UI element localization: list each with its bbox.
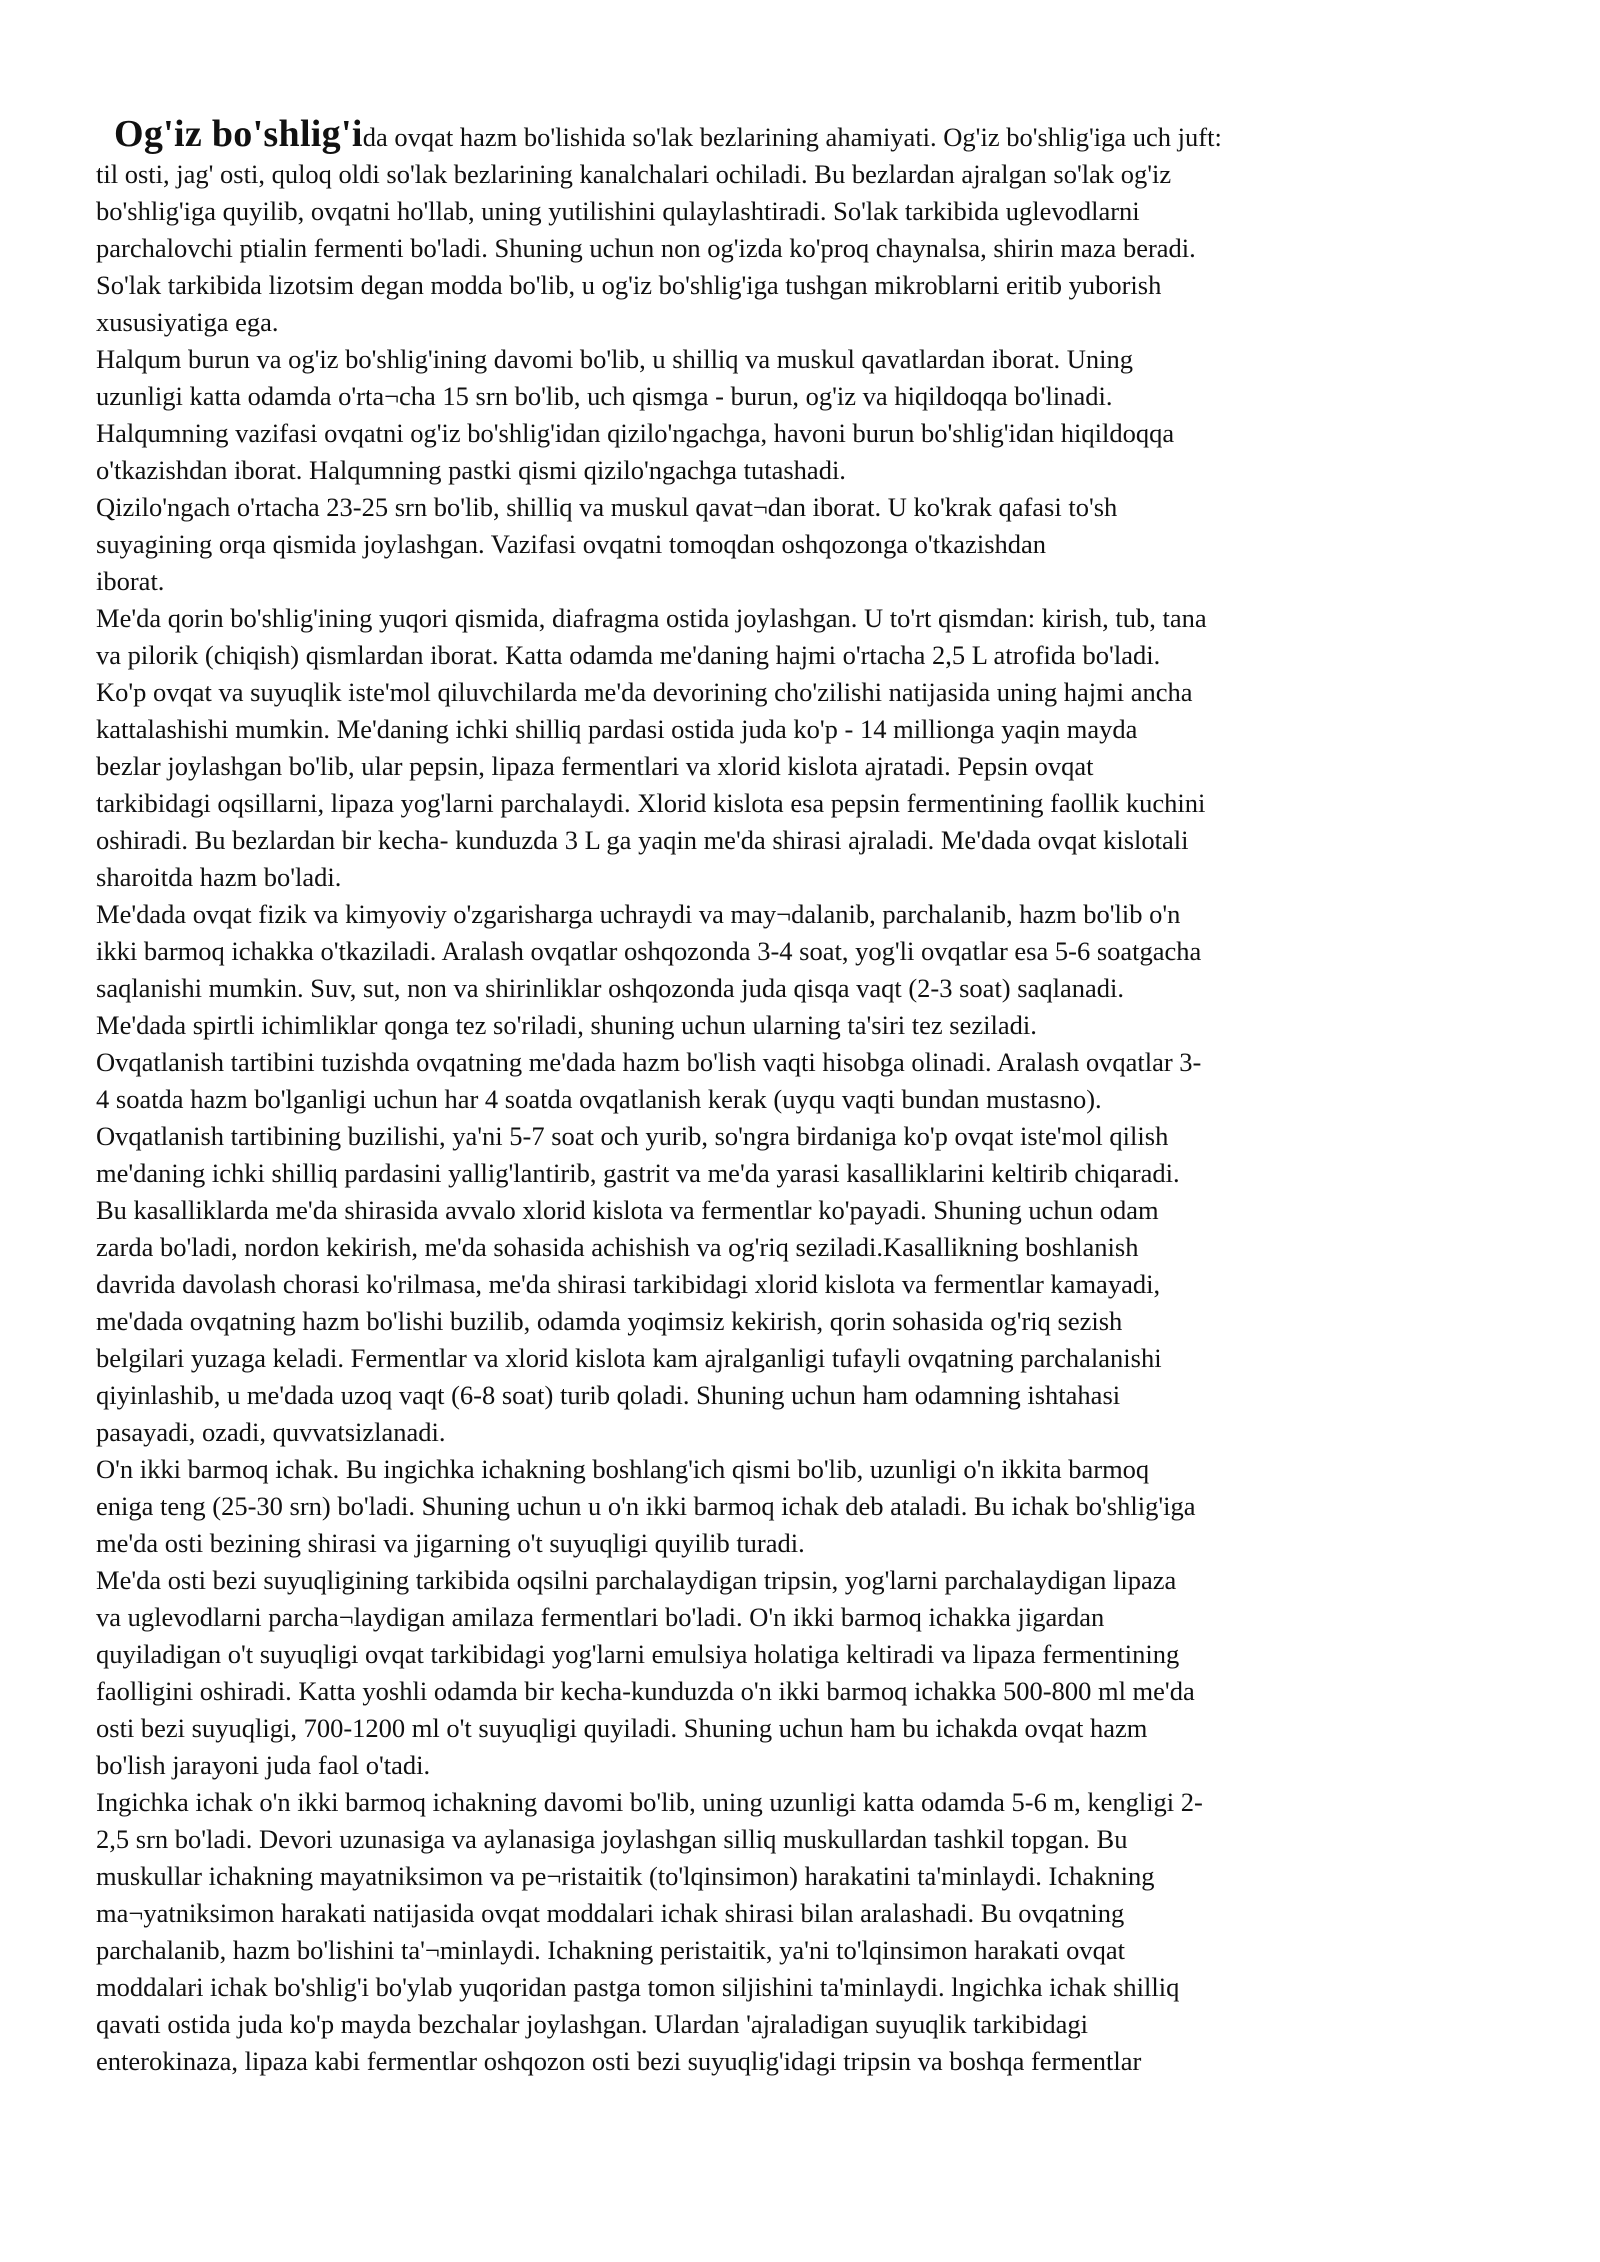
paragraph-halqum: Halqum burun va og'iz bo'shlig'ining davomi bo'lib, u shilliq va muskul qavatlardan iborat. Uning uzunligi katta odamda o'rta¬cha 15 srn bo'lib, uch qismga - burun, og'iz va hiqildoqqa bo'linadi. Halqumning vazifasi ovqatni og'iz bo'shlig'idan qizilo'ngachga, havoni burun bo'shlig'idan hiqildoqqa o'tkazishdan iborat. Halqumning pastki qismi qizilo'ngachga tutashadi.	[96, 344, 1175, 485]
paragraph-ingichka-ichak: Ingichka ichak o'n ikki barmoq ichakning davomi bo'lib, uning uzunligi katta odamda 5-6 m, kengligi 2- 2,5 srn bo'ladi. Devori uzunasiga va aylanasiga joylashgan silliq muskullardan tashkil topgan. Bu muskullar ichakning mayatniksimon va pe¬ristaitik (to'lqinsimon) harakatini ta'minlaydi. Ichakning ma¬yatniksimon harakati natijasida ovqat moddalari ichak shirasi bilan aralashadi. Bu ovqatning parchalanib, hazm bo'lishini ta'¬minlaydi. Ichakning peristaitik, ya'ni to'lqinsimon harakati ovqat moddalari ichak bo'shlig'i bo'ylab yuqoridan pastga tomon siljishini ta'minlaydi. lngichka ichak shilliq qavati ostida juda ko'p mayda bezchalar joylashgan. Ulardan 'ajraladigan suyuqlik tarkibidagi enterokinaza, lipaza kabi fermentlar oshqozon osti bezi suyuqlig'idagi tripsin va boshqa fermentlar	[96, 1787, 1203, 2076]
paragraph-meda-osti-bezi: Me'da osti bezi suyuqligining tarkibida oqsilni parchalaydigan tripsin, yog'larni parchalaydigan lipaza va uglevodlarni parcha¬laydigan amilaza fermentlari bo'ladi. O'n ikki barmoq ichakka jigardan quyiladigan o't suyuqligi ovqat tarkibidagi yog'larni emulsiya holatiga keltiradi va lipaza fermentining faolligini oshiradi. Katta yoshli odamda bir kecha-kunduzda o'n ikki barmoq ichakka 500-800 ml me'da osti bezi suyuqligi, 700-1200 ml o't suyuqligi quyiladi. Shuning uchun ham bu ichakda ovqat hazm bo'lish jarayoni juda faol o'tadi.	[96, 1565, 1195, 1780]
intro-paragraph-text: da ovqat hazm bo'lishida so'lak bezlarining ahamiyati. Og'iz bo'shlig'iga uch juft: til osti, jag' osti, quloq oldi so'lak bezlarining kanalchalari ochiladi. Bu bezlardan ajralgan so'lak og'iz bo'shlig'iga quyilib, ovqatni ho'llab, uning yutilishini qulaylashtiradi. So'lak tarkibida uglevodlarni parchalovchi ptialin fermenti bo'ladi. Shuning uchun non og'izda ko'proq chaynalsa, shirin maza beradi. So'lak tarkibida lizotsim degan modda bo'lib, u og'iz bo'shlig'iga tushgan mikroblarni eritib yuborish xususiyatiga ega.	[96, 122, 1222, 337]
paragraph-ovqatlanish: Ovqatlanish tartibini tuzishda ovqatning me'dada hazm bo'lish vaqti hisobga olinadi. Aralash ovqatlar 3- 4 soatda hazm bo'lganligi uchun har 4 soatda ovqatlanish kerak (uyqu vaqti bundan mustasno). Ovqatlanish tartibining buzilishi, ya'ni 5-7 soat och yurib, so'ngra birdaniga ko'p ovqat iste'mol qilish me'daning ichki shilliq pardasini yallig'lantirib, gastrit va me'da yarasi kasalliklarini keltirib chiqaradi. Bu kasalliklarda me'da shirasida avvalo xlorid kislota va fermentlar ko'payadi. Shuning uchun odam zarda bo'ladi, nordon kekirish, me'da sohasida achishish va og'riq seziladi.Kasallikning boshlanish davrida davolash chorasi ko'rilmasa, me'da shirasi tarkibidagi xlorid kislota va fermentlar kamayadi, me'dada ovqatning hazm bo'lishi buzilib, odamda yoqimsiz kekirish, qorin sohasida og'riq sezish belgilari yuzaga keladi. Fermentlar va xlorid kislota kam ajralganligi tufayli ovqatning parchalanishi qiyinlashib, u me'dada uzoq vaqt (6-8 soat) turib qoladi. Shuning uchun ham odamning ishtahasi pasayadi, ozadi, quvvatsizlanadi.	[96, 1047, 1202, 1447]
intro-paragraph	[96, 113, 1476, 341]
document-page	[96, 113, 1476, 2080]
paragraph-onikki-barmoq: O'n ikki barmoq ichak. Bu ingichka ichakning boshlang'ich qismi bo'lib, uzunligi o'n ikkita barmoq eniga teng (25-30 srn) bo'ladi. Shuning uchun u o'n ikki barmoq ichak deb ataladi. Bu ichak bo'shlig'iga me'da osti bezining shirasi va jigarning o't suyuqligi quyilib turadi.	[96, 1454, 1196, 1558]
paragraph-meda: Me'da qorin bo'shlig'ining yuqori qismida, diafragma ostida joylashgan. U to'rt qismdan: kirish, tub, tana va pilorik (chiqish) qismlardan iborat. Katta odamda me'daning hajmi o'rtacha 2,5 L atrofida bo'ladi. Ko'p ovqat va suyuqlik iste'mol qiluvchilarda me'da devorining cho'zilishi natijasida uning hajmi ancha kattalashishi mumkin. Me'daning ichki shilliq pardasi ostida juda ko'p - 14 millionga yaqin mayda bezlar joylashgan bo'lib, ular pepsin, lipaza fermentlari va xlorid kislota ajratadi. Pepsin ovqat tarkibidagi oqsillarni, lipaza yog'larni parchalaydi. Xlorid kislota esa pepsin fermentining faollik kuchini oshiradi. Bu bezlardan bir kecha- kunduzda 3 L ga yaqin me'da shirasi ajraladi. Me'dada ovqat kislotali sharoitda hazm bo'ladi.	[96, 603, 1207, 892]
section-heading: Og'iz bo'shlig'i	[114, 113, 363, 155]
paragraph-qizilongach: Qizilo'ngach o'rtacha 23-25 srn bo'lib, shilliq va muskul qavat¬dan iborat. U ko'krak qafasi to'sh suyagining orqa qismida joylashgan. Vazifasi ovqatni tomoqdan oshqozonga o'tkazishdan iborat.	[96, 492, 1118, 596]
paragraph-meda-digestion: Me'dada ovqat fizik va kimyoviy o'zgarisharga uchraydi va may¬dalanib, parchalanib, hazm bo'lib o'n ikki barmoq ichakka o'tkaziladi. Aralash ovqatlar oshqozonda 3-4 soat, yog'li ovqatlar esa 5-6 soatgacha saqlanishi mumkin. Suv, sut, non va shirinliklar oshqozonda juda qisqa vaqt (2-3 soat) saqlanadi. Me'dada spirtli ichimliklar qonga tez so'riladi, shuning uchun ularning ta'siri tez seziladi.	[96, 899, 1202, 1040]
